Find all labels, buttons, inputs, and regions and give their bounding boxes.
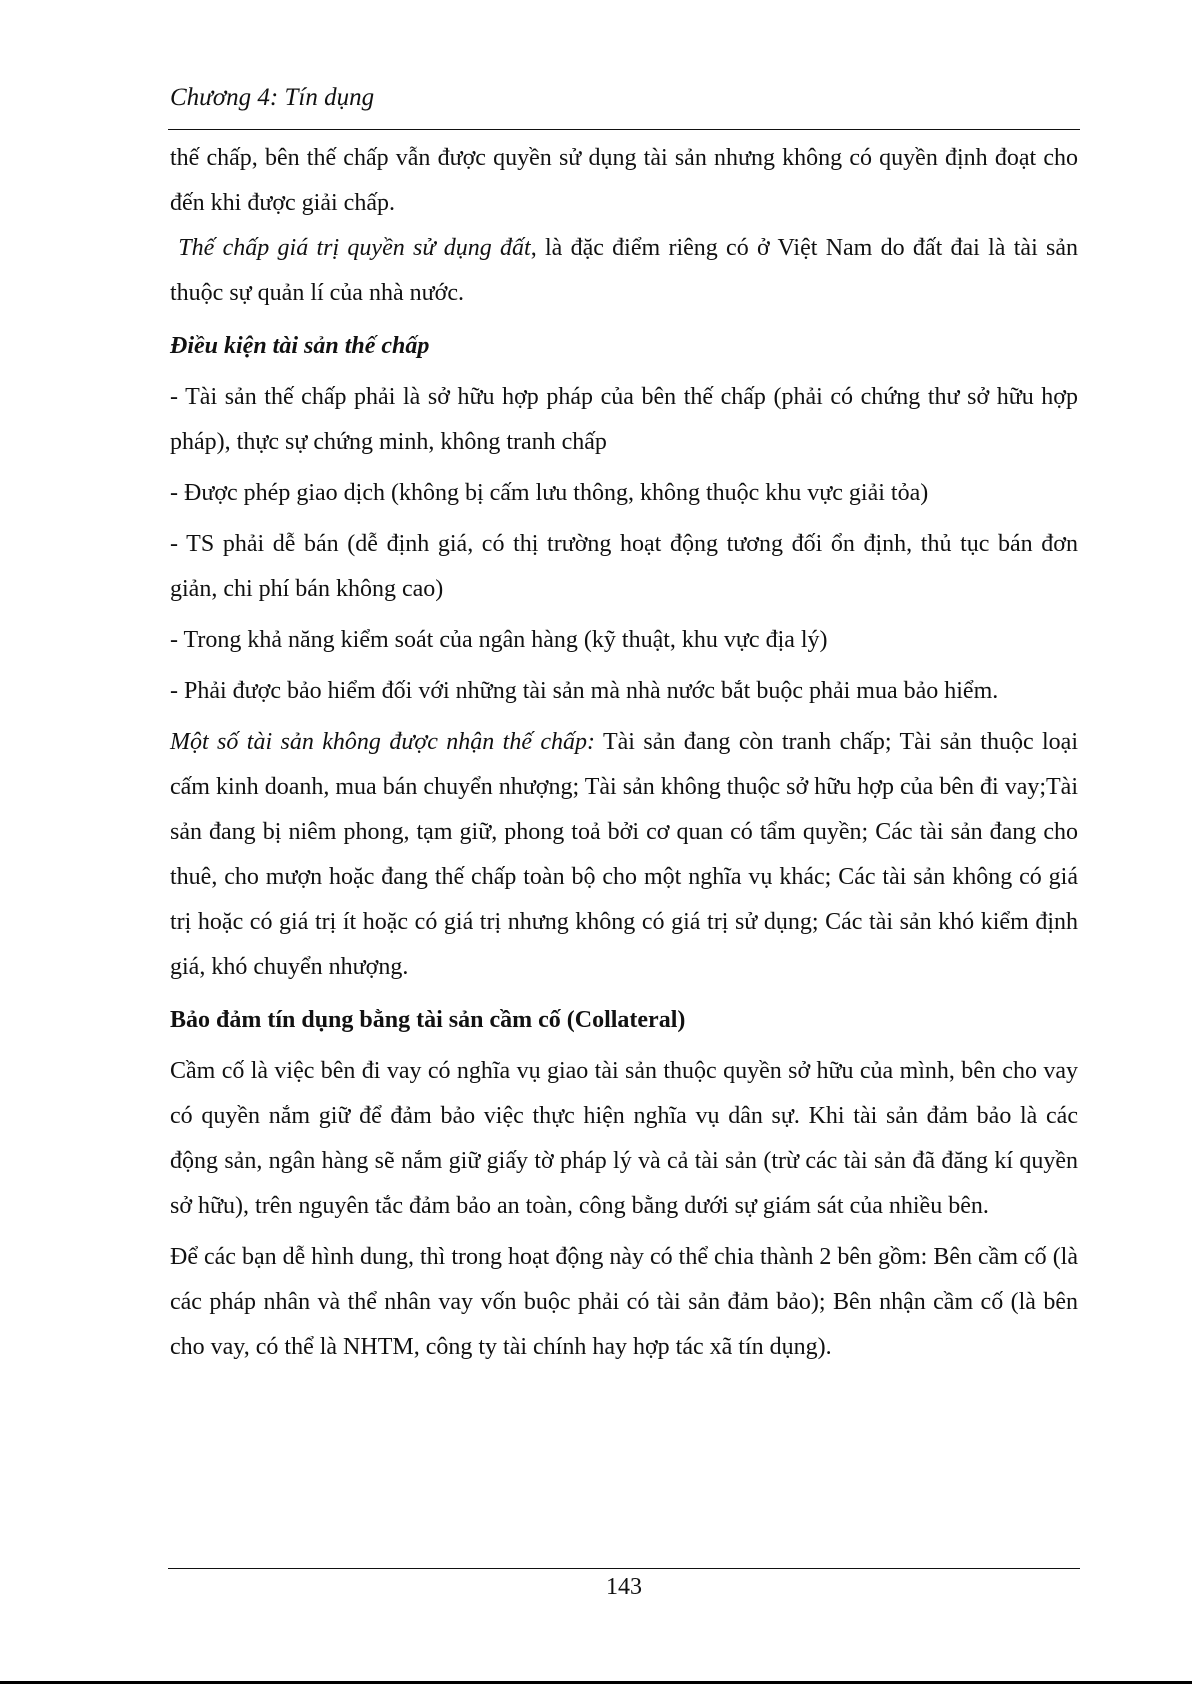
page-number: 143 bbox=[606, 1574, 642, 1600]
excluded-assets-text: Tài sản đang còn tranh chấp; Tài sản thuộc loại cấm kinh doanh, mua bán chuyển nhượng; Tài sản không thuộc sở hữu hợp của bên đi vay;Tài sản đang bị niêm phong, tạm giữ, phong toả bởi cơ quan có tẩm quyền; Các tài sản đang cho thuê, cho mượn hoặc đang thế chấp toàn bộ cho một nghĩa vụ khác; Các tài sản không có giá trị hoặc có giá trị ít hoặc có giá trị nhưng không có giá trị sử dụng; Các tài sản khó kiểm định giá, khó chuyển nhượng. bbox=[170, 729, 1078, 980]
section-heading-mortgage-conditions: Điều kiện tài sản thế chấp bbox=[170, 333, 430, 359]
excluded-assets-term: Một số tài sản không được nhận thế chấp: bbox=[170, 729, 596, 755]
section-heading-pledge: Bảo đảm tín dụng bằng tài sản cầm cố (Collateral) bbox=[170, 1007, 686, 1033]
footer-divider bbox=[168, 1568, 1080, 1569]
condition-item: - TS phải dễ bán (dễ định giá, có thị trường hoạt động tương đối ổn định, thủ tục bán đơn giản, chi phí bán không cao) bbox=[170, 531, 1078, 602]
land-use-text: , là đặc điểm riêng có ở Việt Nam do đất đai là tài sản thuộc sự quản lí của nhà nước. bbox=[170, 235, 1079, 306]
condition-item: - Được phép giao dịch (không bị cấm lưu thông, không thuộc khu vực giải tỏa) bbox=[170, 480, 929, 506]
header-divider bbox=[168, 129, 1080, 130]
condition-item: - Tài sản thế chấp phải là sở hữu hợp pháp của bên thế chấp (phải có chứng thư sở hữu hợp pháp), thực sự chứng minh, không tranh chấp bbox=[170, 384, 1078, 455]
paragraph-excluded-assets bbox=[170, 720, 1078, 990]
paragraph-land-use-mortgage bbox=[170, 226, 1078, 316]
land-use-term: Thế chấp giá trị quyền sử dụng đất bbox=[178, 235, 531, 261]
paragraph-pledge-definition: Cầm cố là việc bên đi vay có nghĩa vụ giao tài sản thuộc quyền sở hữu của mình, bên cho vay có quyền nắm giữ để đảm bảo việc thực hiện nghĩa vụ dân sự. Khi tài sản đảm bảo là các động sản, ngân hàng sẽ nắm giữ giấy tờ pháp lý và cả tài sản (trừ các tài sản đã đăng kí quyền sở hữu), trên nguyên tắc đảm bảo an toàn, công bằng dưới sự giám sát của nhiều bên. bbox=[170, 1058, 1078, 1219]
condition-item: - Trong khả năng kiểm soát của ngân hàng (kỹ thuật, khu vực địa lý) bbox=[170, 627, 828, 653]
paragraph-continuation: thế chấp, bên thế chấp vẫn được quyền sử dụng tài sản nhưng không có quyền định đoạt cho đến khi được giải chấp. bbox=[170, 145, 1078, 216]
paragraph-pledge-parties: Để các bạn dễ hình dung, thì trong hoạt động này có thể chia thành 2 bên gồm: Bên cầm cố (là các pháp nhân và thể nhân vay vốn buộc phải có tài sản đảm bảo); Bên nhận cầm cố (là bên cho vay, có thể là NHTM, công ty tài chính hay hợp tác xã tín dụng). bbox=[170, 1244, 1078, 1360]
chapter-header: Chương 4: Tín dụng bbox=[170, 84, 375, 111]
condition-item: - Phải được bảo hiểm đối với những tài sản mà nhà nước bắt buộc phải mua bảo hiểm. bbox=[170, 678, 999, 704]
page-body bbox=[170, 136, 1078, 1370]
